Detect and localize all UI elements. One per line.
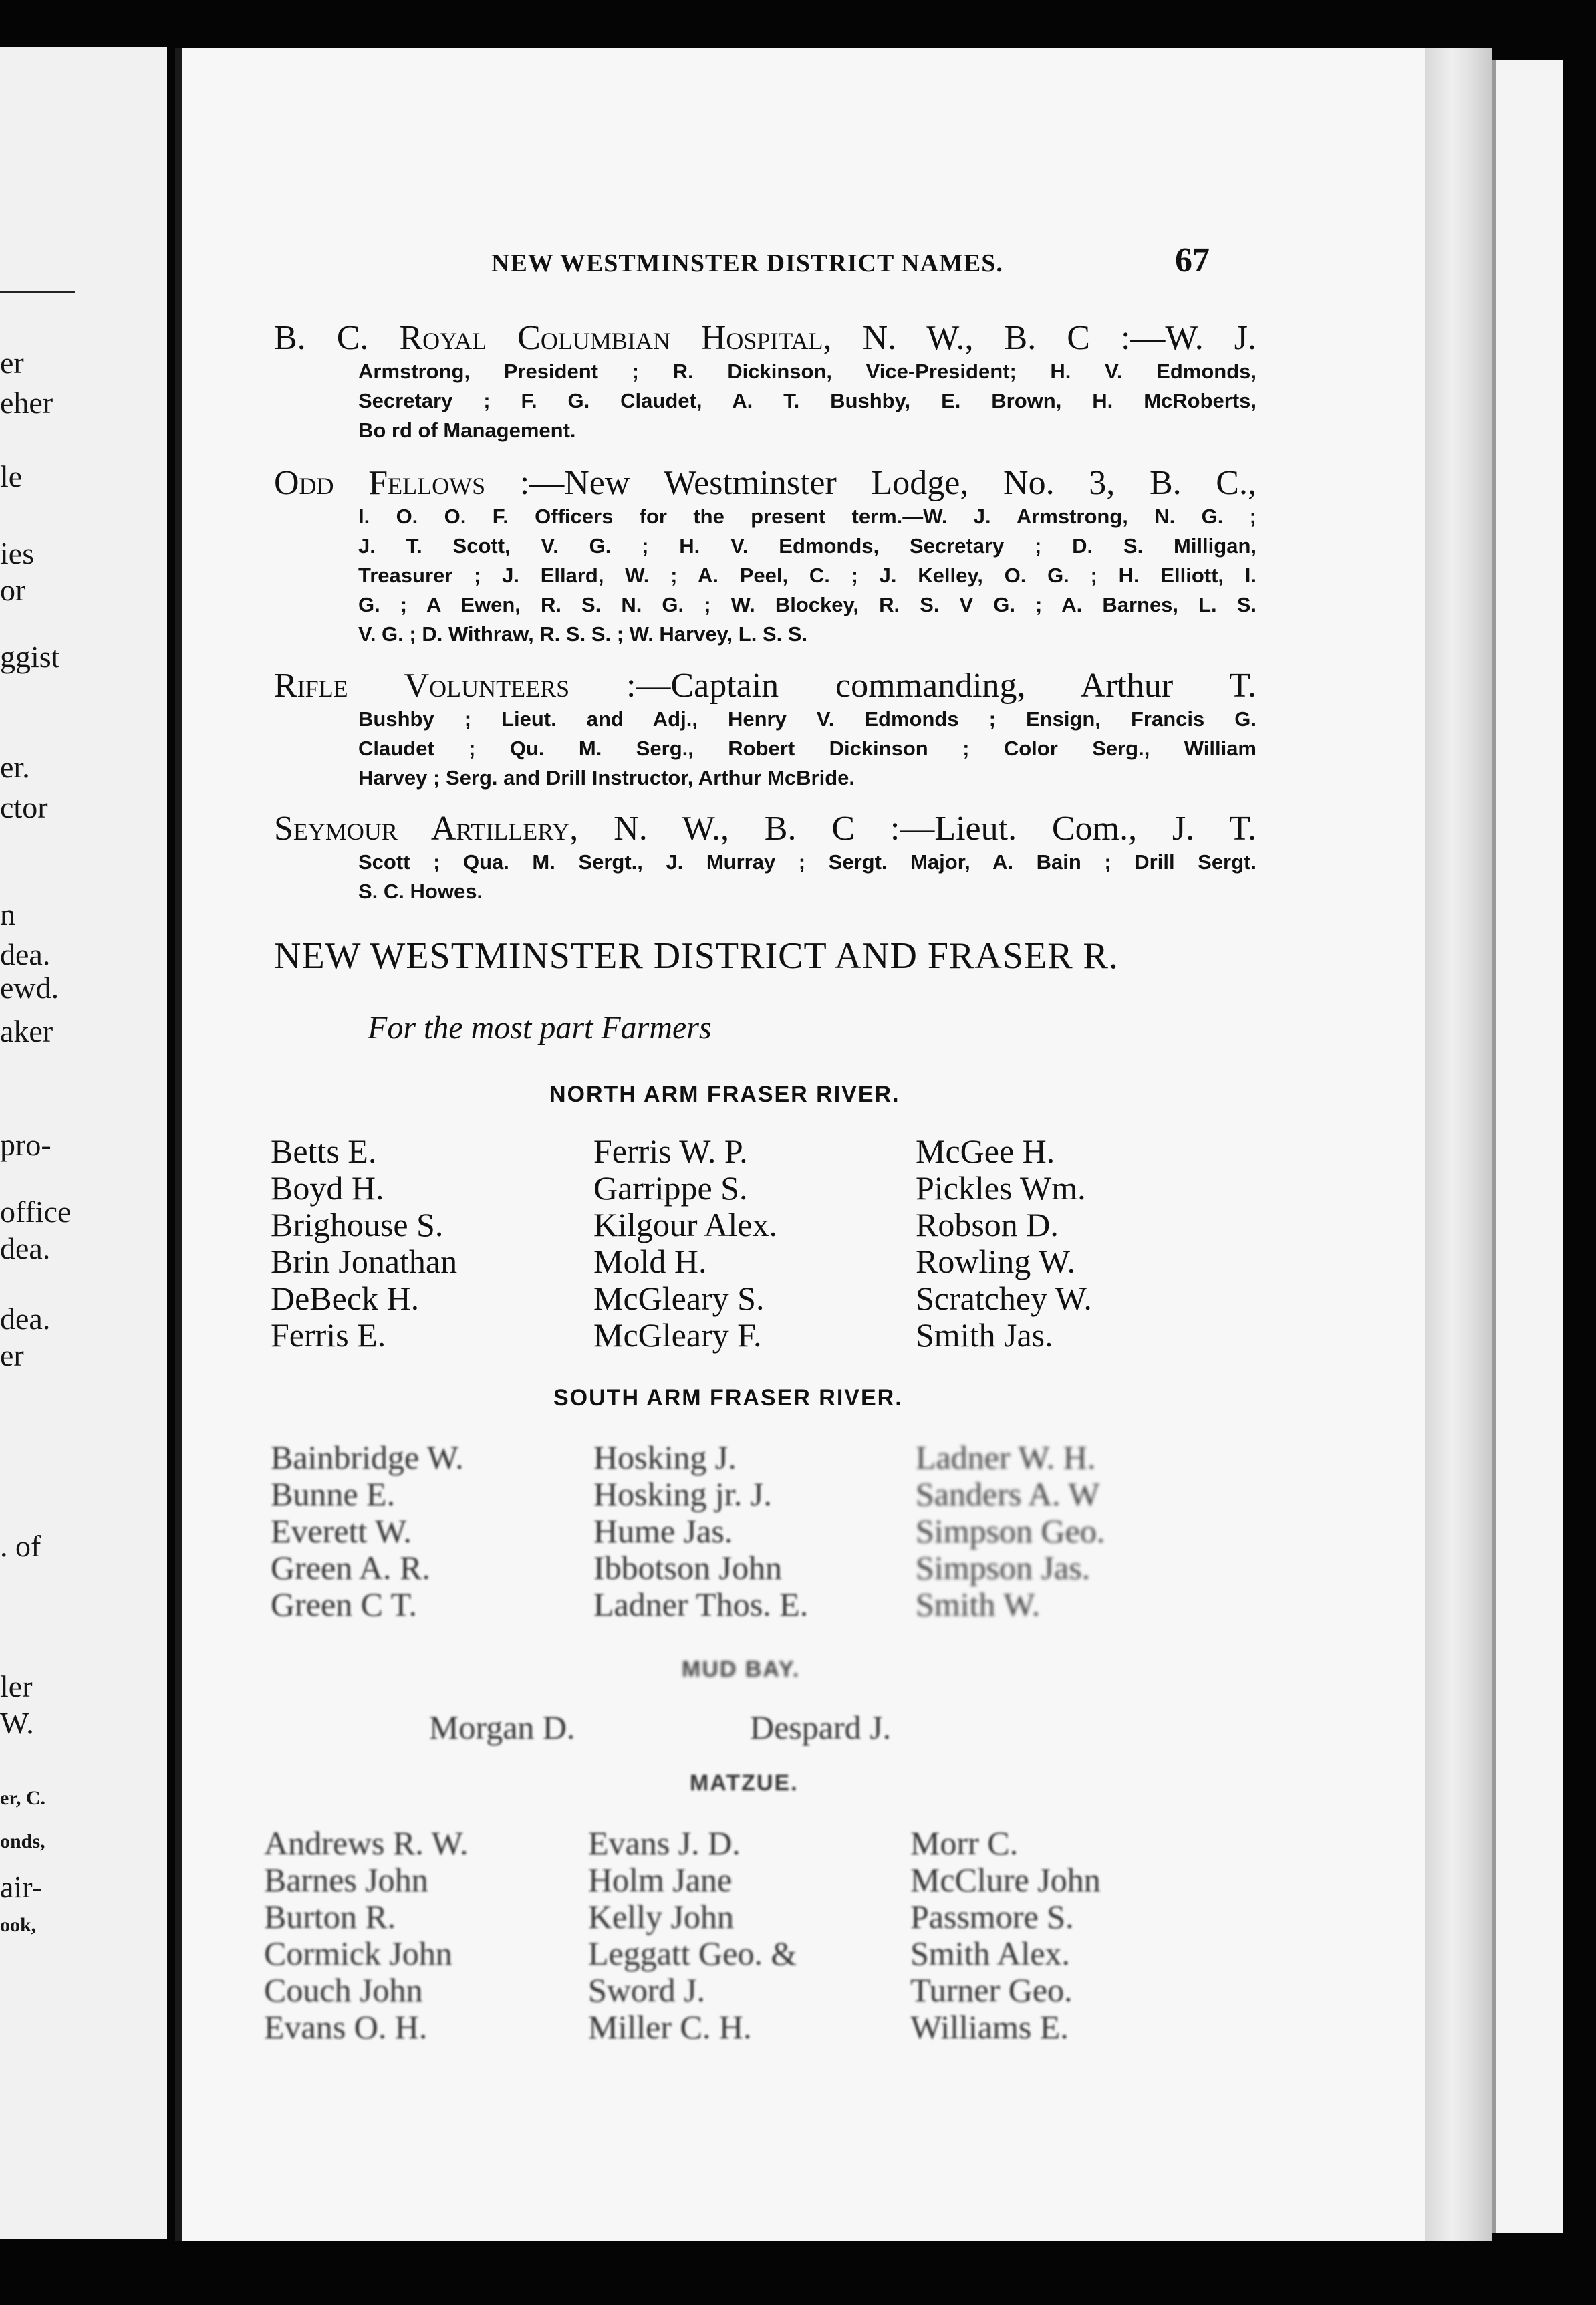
resident-name: Andrews R. W. [264,1824,469,1862]
resident-name: Hosking jr. J. [593,1475,772,1513]
resident-name: Brighouse S. [271,1206,444,1243]
resident-name: Holm Jane [588,1861,733,1899]
adjacent-page-fragment: onds, [0,1830,45,1852]
resident-name: Turner Geo. [910,1971,1073,2009]
resident-name: Evans O. H. [264,2008,428,2046]
adjacent-page-fragment: W. [0,1706,34,1740]
resident-name: Smith Alex. [910,1935,1070,1972]
matzqui-col-2 [588,1825,797,2046]
entry-body: I. O. O. F. Officers for the present term.—W. J. Armstrong, N. G. ; J. T. Scott, V. G. ; H. V. Edmonds, Secretary ; D. S. Milligan, Treasurer ; J. Ellard, W. ; A. Peel, C. ; J. Kelley, O. G. ; H. Elliott, I. G. ; A Ewen, R. S. N. G. ; W. Blockey, R. S. V G. ; A. Barnes, L. S. V. G. ; D. Withraw, R. S. S. ; W. Harvey, L. S. S. [358,505,1256,646]
resident-name: Barnes John [264,1861,428,1899]
resident-name: Green C T. [271,1586,417,1623]
south-arm-col-3 [916,1439,1105,1623]
adjacent-page-fragment: ggist [0,640,60,674]
north-arm-col-3 [916,1133,1092,1354]
mud-bay-name-1: Morgan D. [429,1709,575,1746]
resident-name: Bunne E. [271,1475,396,1513]
resident-name: Cormick John [264,1935,452,1972]
resident-name: Smith W. [916,1586,1041,1623]
entry-odd-fellows [274,465,1256,649]
resident-name: Sword J. [588,1971,706,2009]
resident-name: McClure John [910,1861,1101,1899]
resident-name: Williams E. [910,2008,1069,2046]
resident-name: Hume Jas. [593,1512,733,1550]
adjacent-page-fragment: ook, [0,1914,37,1936]
adjacent-page-fragment: ewd. [0,971,59,1005]
adjacent-page-fragment: aker [0,1014,53,1048]
running-head: NEW WESTMINSTER DISTRICT NAMES. [491,249,1003,277]
resident-name: Burton R. [264,1898,396,1935]
entry-body: Scott ; Qua. M. Sergt., J. Murray ; Sergt. Major, A. Bain ; Drill Sergt. S. C. Howes. [358,850,1256,903]
resident-name: Green A. R. [271,1549,430,1586]
resident-name: Betts E. [271,1132,377,1170]
resident-name: Robson D. [916,1206,1059,1243]
heading-matzqui: MATZUE. [690,1770,799,1796]
resident-name: Sanders A. W [916,1475,1100,1513]
resident-name: Brin Jonathan [271,1243,458,1280]
resident-name: Rowling W. [916,1243,1075,1280]
adjacent-page-fragment: ctor [0,790,48,824]
resident-name: Smith Jas. [916,1316,1053,1354]
resident-name: Kilgour Alex. [593,1206,777,1243]
resident-name: Ferris E. [271,1316,386,1354]
adjacent-page-fragment: . of [0,1529,41,1563]
heading-south-arm: SOUTH ARM FRASER RIVER. [553,1385,903,1411]
entry-lead: Seymour Artillery, N. W., B. C :—Lieut. Com., J. T. [274,810,1256,848]
resident-name: DeBeck H. [271,1280,420,1317]
adjacent-page-fragment: eher [0,386,53,420]
resident-name: Pickles Wm. [916,1169,1086,1207]
adjacent-page-fragment: er [0,1338,24,1372]
resident-name: Everett W. [271,1512,412,1550]
resident-name: Mold H. [593,1243,707,1280]
adjacent-page-fragment: dea. [0,1302,51,1336]
resident-name: Kelly John [588,1898,735,1935]
resident-name: Ferris W. P. [593,1132,748,1170]
resident-name: Bainbridge W. [271,1439,464,1476]
south-arm-col-2 [593,1439,808,1623]
adjacent-page-fragment: dea. [0,1231,51,1265]
adjacent-page-fragment: office [0,1195,72,1229]
matzqui-col-3 [910,1825,1101,2046]
mud-bay-name-2: Despard J. [750,1709,892,1746]
resident-name: Scratchey W. [916,1280,1092,1317]
adjacent-page-fragment: ler [0,1669,33,1703]
resident-name: Couch John [264,1971,423,2009]
heading-north-arm: NORTH ARM FRASER RIVER. [549,1082,900,1107]
resident-name: Simpson Geo. [916,1512,1105,1550]
north-arm-col-1 [271,1133,457,1354]
adjacent-page-fragment: dea. [0,937,51,971]
adjacent-page-fragment: er [0,346,24,380]
section-subtitle: For the most part Farmers [368,1010,712,1046]
adjacent-page-fragment: n [0,897,15,931]
resident-name: Morr C. [910,1824,1019,1862]
resident-name: Garrippe S. [593,1169,748,1207]
entry-lead: Rifle Volunteers :—Captain commanding, Arthur T. [274,666,1256,705]
adjacent-page-fragment: or [0,573,26,607]
resident-name: Simpson Jas. [916,1549,1091,1586]
entry-body: Armstrong, President ; R. Dickinson, Vice-President; H. V. Edmonds, Secretary ; F. G. Claudet, A. T. Bushby, E. Brown, H. McRoberts, Bo rd of Management. [358,360,1256,442]
adjacent-page-fragment: er. [0,750,30,784]
page-number: 67 [1175,241,1210,279]
entry-lead: Odd Fellows :—New Westminster Lodge, No. 3, B. C., [274,464,1256,502]
entry-seymour-artillery [274,810,1256,906]
adjacent-page-fragment: ies [0,536,35,570]
resident-name: Hosking J. [593,1439,737,1476]
resident-name: Ibbotson John [593,1549,782,1586]
adjacent-page-fragment: air- [0,1870,42,1904]
resident-name: Ladner W. H. [916,1439,1096,1476]
north-arm-col-2 [593,1133,777,1354]
resident-name: McGee H. [916,1132,1055,1170]
entry-lead: B. C. Royal Columbian Hospital, N. W., B. C :—W. J. [274,319,1256,357]
resident-name: Boyd H. [271,1169,384,1207]
section-title: NEW WESTMINSTER DISTRICT AND FRASER R. [274,935,1119,977]
heading-mud-bay: MUD BAY. [682,1657,801,1682]
resident-name: Passmore S. [910,1898,1074,1935]
entry-rifle-volunteers [274,667,1256,793]
resident-name: Miller C. H. [588,2008,752,2046]
resident-name: Leggatt Geo. & [588,1935,797,1972]
resident-name: McGleary F. [593,1316,762,1354]
adjacent-page-fragment: le [0,459,23,493]
adjacent-page-fragment: er, C. [0,1787,46,1809]
entry-body: Bushby ; Lieut. and Adj., Henry V. Edmonds ; Ensign, Francis G. Claudet ; Qu. M. Serg., Robert Dickinson ; Color Serg., William Harvey ; Serg. and Drill Instructor, Arthur McBride. [358,707,1256,790]
matzqui-col-1 [264,1825,469,2046]
resident-name: McGleary S. [593,1280,765,1317]
adjacent-page-fragment: pro- [0,1128,51,1162]
south-arm-col-1 [271,1439,464,1623]
resident-name: Ladner Thos. E. [593,1586,809,1623]
entry-hospital [274,320,1256,445]
resident-name: Evans J. D. [588,1824,741,1862]
